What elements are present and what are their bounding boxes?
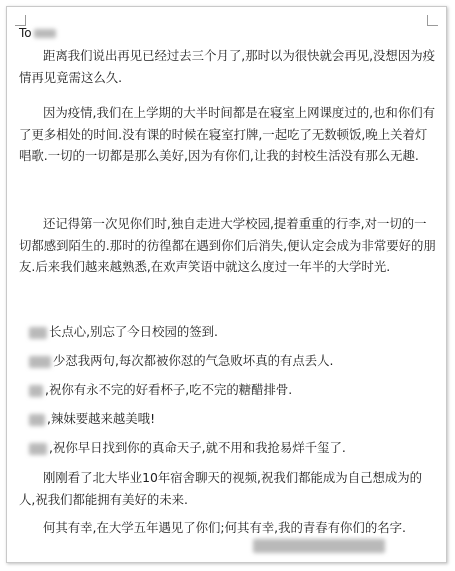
redacted-name xyxy=(29,414,45,426)
document-page xyxy=(6,6,447,563)
redacted-name xyxy=(29,327,47,339)
paragraph-1: 距离我们说出再见已经过去三个月了,那时以为很快就会再见,没想因为疫情再见竟需这么久. xyxy=(19,48,435,85)
wish-line-2: 少怼我两句,每次都被你怼的气急败坏真的有点丢人. xyxy=(19,352,333,370)
paragraph-5: 何其有幸,在大学五年遇见了你们;何其有幸,我的青春有你们的名字. xyxy=(43,520,406,535)
redacted-name xyxy=(34,29,56,38)
redacted-name xyxy=(29,385,43,397)
paragraph-3: 还记得第一次见你们时,独自走进大学校园,提着重重的行李,对一切的一切都感到陌生的.那时的彷徨都在遇到你们后消失,便认定会成为非常要好的朋友.后来我们越来越熟悉,在欢声笑语中就这么度过一年半的大学时光. xyxy=(19,216,436,274)
redacted-name xyxy=(29,356,51,368)
wish-line-4: ,辣妹要越来越美哦! xyxy=(19,410,155,428)
paragraph-2: 因为疫情,我们在上学期的大半时间都是在寝室上网课度过的,也和你们有了更多相处的时间.没有课的时候在寝室打牌,一起吃了无数顿饭,晚上关着灯唱歌.一切的一切都是那么美好,因为有你们,让我的封校生活没有那么无趣. xyxy=(19,105,435,163)
redacted-name xyxy=(29,443,47,455)
margin-corner-mark xyxy=(427,15,438,26)
wish-line-5: ,祝你早日找到你的真命天子,就不用和我抢易烊千玺了. xyxy=(19,439,346,457)
salutation: To xyxy=(19,25,56,41)
signature-redacted xyxy=(253,539,385,553)
paragraph-4: 刚刚看了北大毕业10年宿舍聊天的视频,祝我们都能成为自己想成为的人,祝我们都能拥有美好的未来. xyxy=(19,470,423,507)
wish-line-1: 长点心,别忘了今日校园的签到. xyxy=(19,323,218,341)
wish-line-3: ,祝你有永不完的好看杯子,吃不完的糖醋排骨. xyxy=(19,381,292,399)
